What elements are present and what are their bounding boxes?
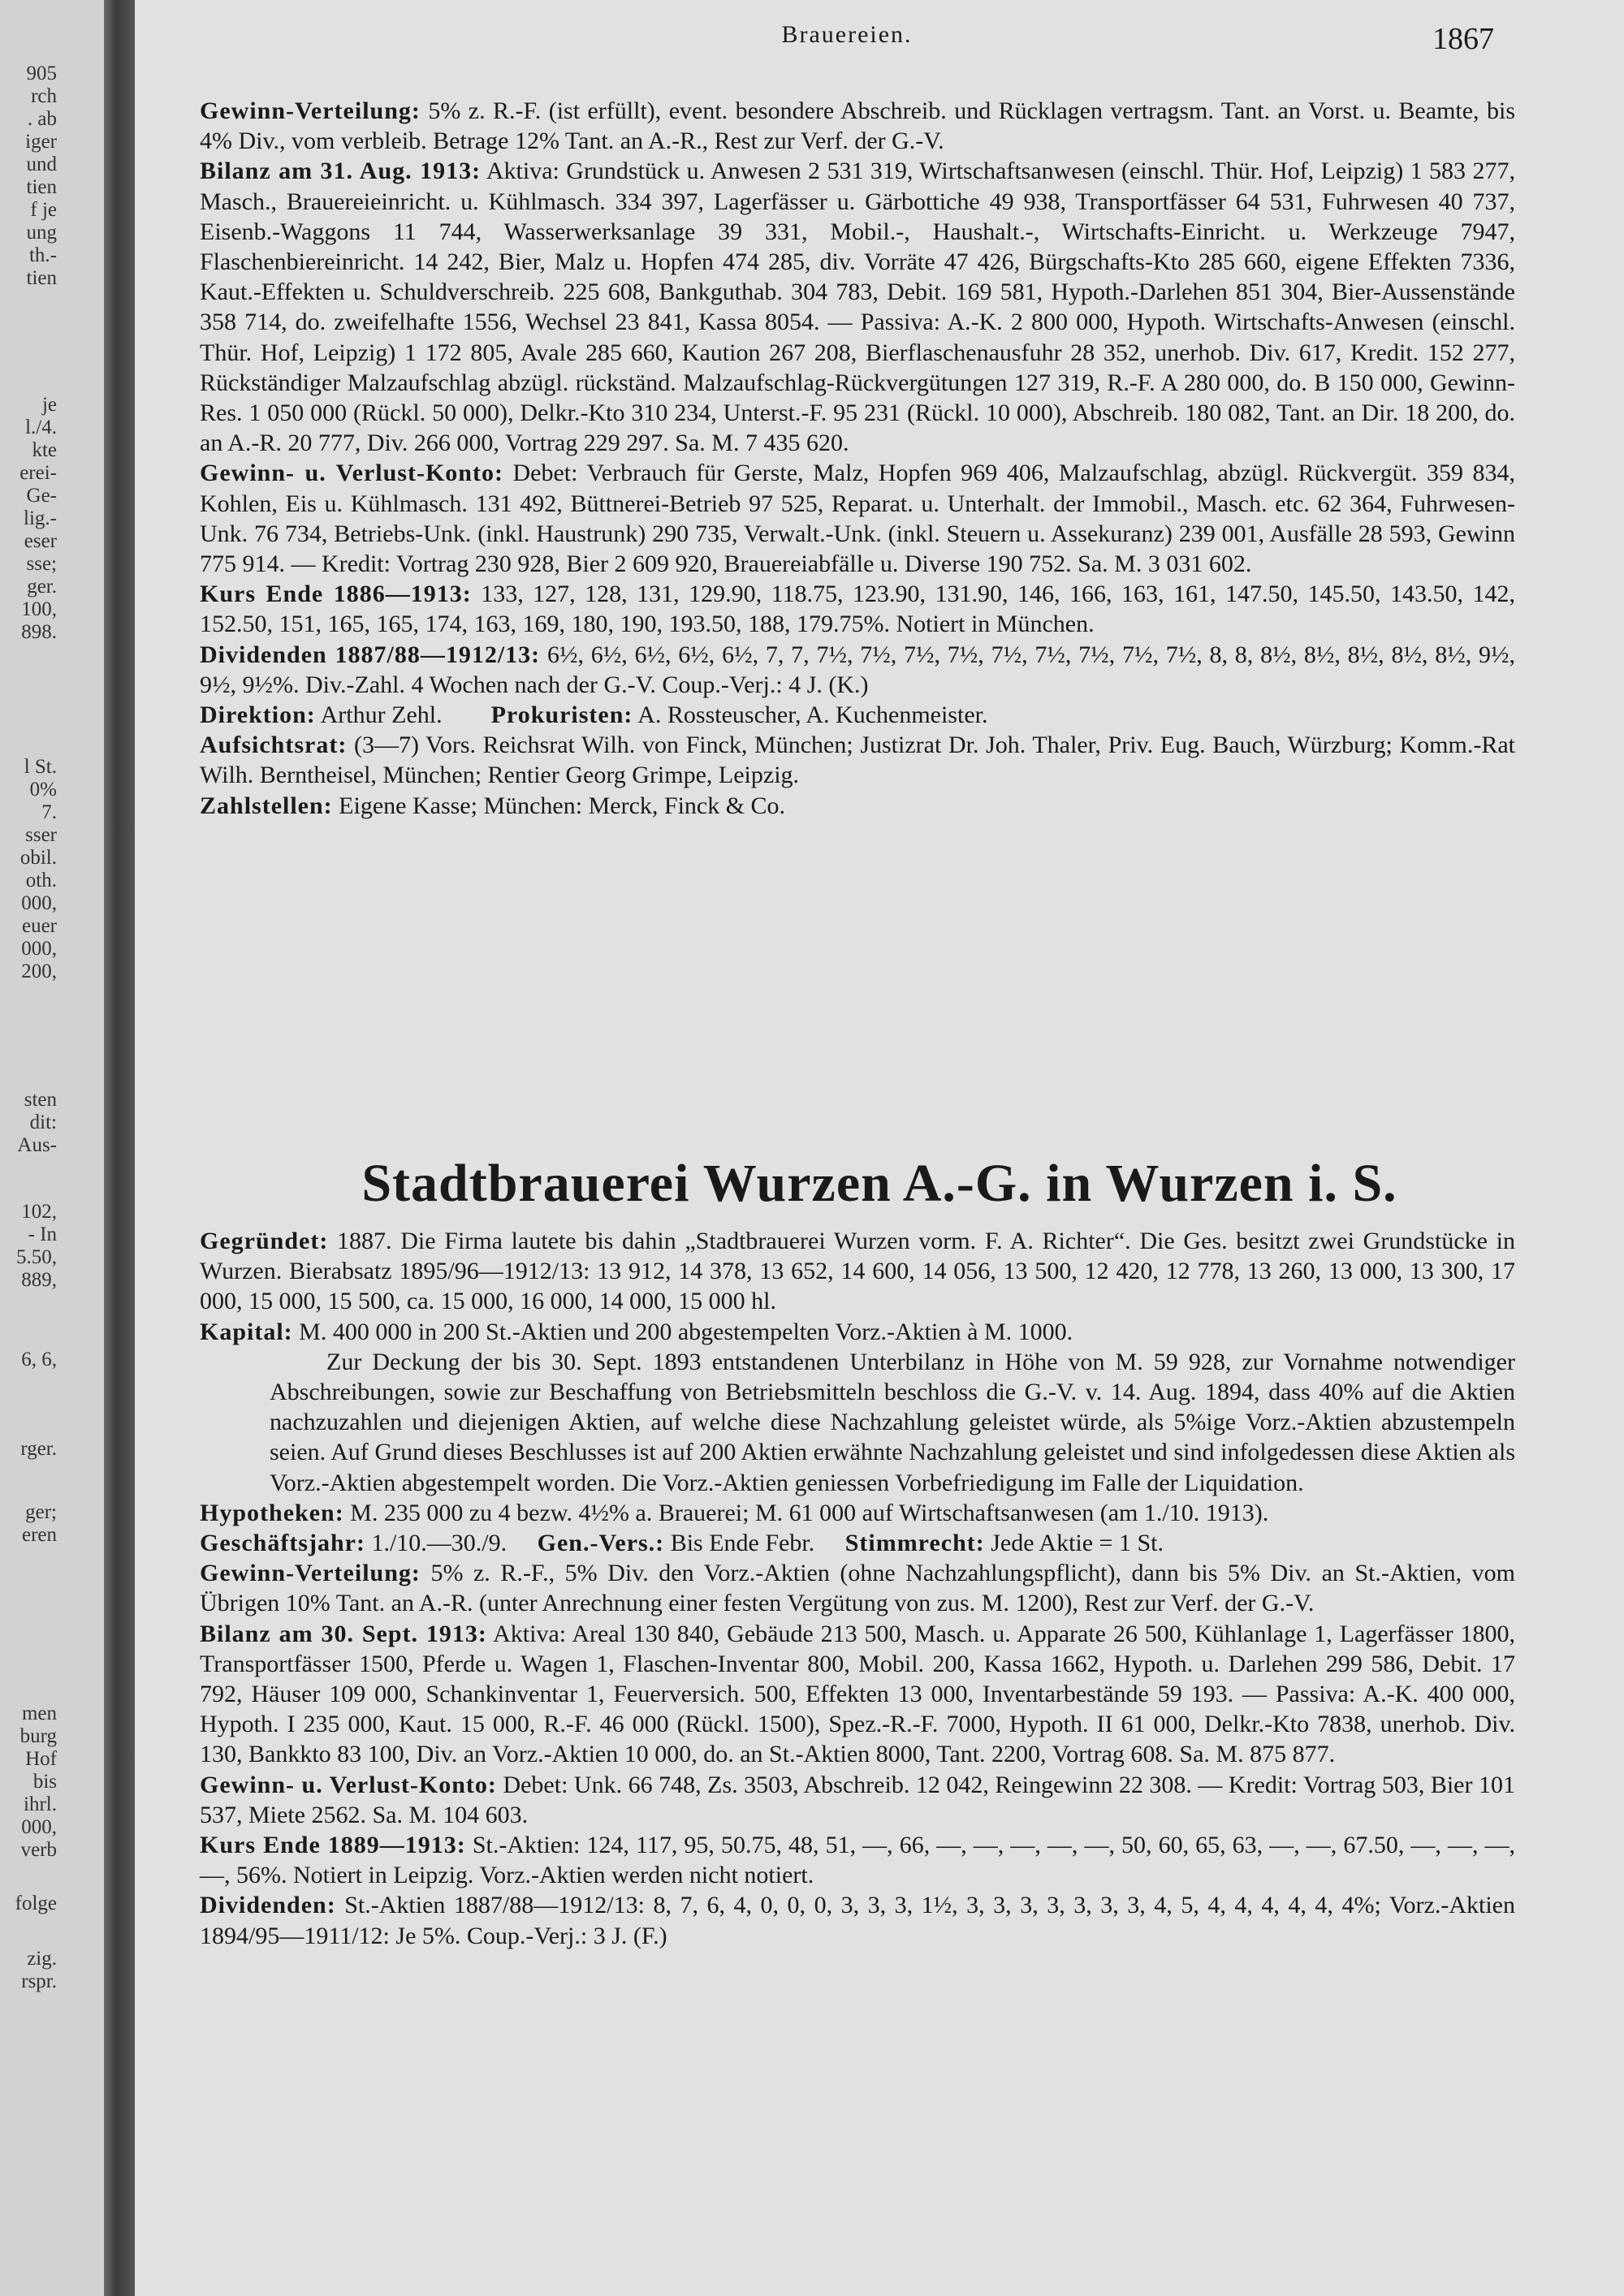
- margin-fragment: eser: [24, 530, 57, 552]
- margin-fragment: Ge-: [26, 485, 57, 507]
- entry-text: 5% z. R.-F., 5% Div. den Vorz.-Aktien (ohne Nachzahlungspflicht), dann bis 5% Div. an St.-Aktien, vom Übrigen 10% Tant. an A.-R. (unter Anrechnung einer festen Vergütung von zus. M. 1200), Rest zur Verf. der G.-V.: [200, 1560, 1515, 1617]
- geschaeftsjahr-entry: [200, 1528, 1515, 1558]
- entry-label: Aufsichtsrat:: [200, 732, 348, 759]
- entry-text: 1./10.—30./9.: [371, 1530, 508, 1557]
- dividenden-entry: [200, 640, 1515, 700]
- margin-fragment: sse;: [26, 553, 57, 575]
- entry-label: Dividenden:: [200, 1892, 336, 1919]
- entry-text: Debet: Verbrauch für Gerste, Malz, Hopfen 969 406, Malzaufschlag, abzügl. Rückvergüt. 359 834, Kohlen, Eis u. Kühlmasch. 131 492, Büttnerei-Betrieb 97 525, Reparat. u. Unterhalt. der Immobil., Masch. etc. 62 364, Fuhrwesen-Unk. 76 734, Betriebs-Unk. (inkl. Haustrunk) 290 735, Verwalt.-Unk. (inkl. Steuern u. Assekuranz) 239 001, Ausfälle 28 593, Gewinn 775 914. — Kredit: Vortrag 230 928, Bier 2 609 920, Brauereiabfälle u. Diverse 190 752. Sa. M. 3 031 602.: [200, 460, 1516, 578]
- margin-fragment: tien: [26, 176, 57, 198]
- margin-fragment: sser: [25, 824, 57, 846]
- margin-fragment: men: [21, 1703, 57, 1724]
- entry-text: M. 400 000 in 200 St.-Aktien und 200 abgestempelten Vorz.-Aktien à M. 1000.: [299, 1318, 1073, 1345]
- entry-label: Kurs Ende 1889—1913:: [200, 1832, 466, 1859]
- margin-fragment: ung: [26, 222, 57, 244]
- running-header: [200, 21, 1494, 62]
- margin-fragment: 102,: [21, 1201, 57, 1223]
- entry-text: 6½, 6½, 6½, 6½, 6½, 7, 7, 7½, 7½, 7½, 7½, 7½, 7½, 7½, 7½, 7½, 8, 8, 8½, 8½, 8½, 8½, 8½, 9½, 9½, 9½%. Div.-Zahl. 4 Wochen nach der G.-V. Coup.-Verj.: 4 J. (K.): [200, 641, 1516, 698]
- entry-label: Prokuristen:: [490, 701, 633, 729]
- margin-fragment: sten: [24, 1089, 57, 1111]
- adjacent-page-margin: [0, 0, 104, 2296]
- margin-fragment: bis: [32, 1771, 57, 1793]
- dividenden-entry: [200, 1890, 1515, 1950]
- margin-fragment: 000,: [21, 892, 57, 914]
- entry-label: Gewinn- u. Verlust-Konto:: [200, 460, 503, 487]
- entry-text: Jede Aktie = 1 St.: [991, 1530, 1164, 1557]
- margin-fragment: ger;: [25, 1501, 57, 1523]
- entry-text: Aktiva: Grundstück u. Anwesen 2 531 319, Wirtschaftsanwesen (einschl. Thür. Hof, Leipzig) 1 583 277, Masch., Brauereieinricht. u. Kühlmasch. 334 397, Lagerfässer u. Gärbottiche 49 938, Transportfässer 64 531, Fuhrwesen 40 737, Eisenb.-Waggons 11 744, Wasserwerksanlage 39 331, Mobil.-, Haushalt.-, Wirtschafts-Einricht. u. Werkzeuge 7947, Flaschenbiereinricht. 14 242, Bier, Malz u. Hopfen 474 285, div. Vorräte 47 426, Bürgschafts-Kto 285 660, eigene Effekten 7336, Kaut.-Effekten u. Schuldverschreib. 225 608, Bankguthab. 304 783, Debit. 169 581, Hypoth.-Darlehen 851 304, Bier-Aussenstände 358 714, do. zweifelhafte 1556, Wechsel 23 841, Kassa 8054. — Passiva: A.-K. 2 800 000, Hypoth. Wirtschafts-Anwesen (einschl. Thür. Hof, Leipzig) 1 172 805, Avale 285 660, Kaution 267 208, Bierflaschenausfuhr 28 352, unerhob. Div. 617, Kredit. 152 277, Rückständiger Malzaufschlag abzügl. rückständ. Malzaufschlag-Rückvergütungen 127 319, R.-F. A 280 000, do. B 150 000, Gewinn-Res. 1 050 000 (Rückl. 50 000), Delkr.-Kto 310 234, Unterst.-F. 95 231 (Rückl. 10 000), Abschreib. 180 082, Tant. an Dir. 18 200, do. an A.-R. 20 777, Div. 266 000, Vortrag 229 297. Sa. M. 7 435 620.: [200, 158, 1515, 457]
- margin-fragment: und: [26, 153, 57, 175]
- margin-fragment: rger.: [20, 1438, 57, 1460]
- margin-fragment: rch: [31, 85, 57, 107]
- margin-fragment: 100,: [21, 598, 57, 620]
- margin-fragment: 905: [26, 63, 57, 84]
- entry-text: Arthur Zehl.: [320, 701, 443, 729]
- margin-fragment: lig.-: [24, 507, 57, 529]
- margin-fragment: oth.: [25, 870, 57, 891]
- entry-text: Debet: Unk. 66 748, Zs. 3503, Abschreib. 12 042, Reingewinn 22 308. — Kredit: Vortrag 503, Bier 101 537, Miete 2562. Sa. M. 104 603.: [200, 1771, 1516, 1828]
- margin-fragment: 7.: [41, 801, 57, 823]
- prev-company-section: [200, 96, 1515, 821]
- aufsichtsrat-entry: [200, 730, 1515, 790]
- margin-fragment: erei-: [19, 462, 57, 484]
- margin-fragment: je: [41, 394, 57, 416]
- margin-fragment: kte: [32, 439, 57, 461]
- margin-fragment: iger: [25, 131, 57, 153]
- entry-label: Gewinn- u. Verlust-Konto:: [200, 1771, 497, 1798]
- entry-label: Hypotheken:: [200, 1499, 344, 1526]
- gewinn-verteilung-entry: [200, 96, 1515, 156]
- entry-label: Dividenden 1887/88—1912/13:: [200, 641, 541, 668]
- margin-fragment: ihrl.: [24, 1793, 57, 1815]
- margin-fragment: f je: [30, 199, 57, 221]
- entry-label: Kurs Ende 1886—1913:: [200, 580, 472, 608]
- margin-fragment: 000,: [21, 1816, 57, 1838]
- company-title: Stadtbrauerei Wurzen A.-G. in Wurzen i. S.: [361, 1154, 1397, 1213]
- entry-text: St.-Aktien 1887/88—1912/13: 8, 7, 6, 4, 0, 0, 0, 3, 3, 3, 1½, 3, 3, 3, 3, 3, 3, 3, 4, 5, 4, 4, 4, 4, 4, 4%; Vorz.-Aktien 1894/95—1911/12: Je 5%. Coup.-Verj.: 3 J. (F.): [200, 1892, 1515, 1949]
- book-gutter: [104, 0, 135, 2296]
- entry-label: Direktion:: [200, 701, 316, 729]
- gewinn-verteilung-entry: [200, 1558, 1515, 1618]
- margin-fragment: dit:: [29, 1111, 57, 1133]
- margin-fragment: folge: [15, 1892, 57, 1914]
- margin-fragment: Hof: [25, 1748, 57, 1770]
- margin-fragment: 6, 6,: [21, 1349, 57, 1370]
- margin-fragment: Aus-: [17, 1134, 57, 1156]
- entry-text: Eigene Kasse; München: Merck, Finck & Co.: [339, 792, 786, 819]
- margin-fragment: 0%: [29, 779, 57, 801]
- entry-text: Aktiva: Areal 130 840, Gebäude 213 500, Masch. u. Apparate 26 500, Kühlanlage 1, Lagerfässer 1800, Transportfässer 1500, Pferde u. Wagen 1, Flaschen-Inventar 800, Mobil. 200, Kassa 1662, Hypoth. u. Darlehen 299 586, Debit. 17 792, Häuser 109 000, Schankinventar 1, Feuerversich. 500, Effekten 13 000, Inventarbestände 59 193. — Passiva: A.-K. 400 000, Hypoth. I 235 000, Kaut. 15 000, R.-F. 46 000 (Rückl. 1500), Spez.-R.-F. 7000, Hypoth. II 61 000, Delkr.-Kto 7838, unerhob. Div. 130, Bankkto 83 100, Div. an Vorz.-Aktien 10 000, do. an St.-Aktien 8000, Tant. 2200, Vortrag 608. Sa. M. 875 877.: [200, 1620, 1515, 1768]
- entry-text: 1887. Die Firma lautete bis dahin „Stadtbrauerei Wurzen vorm. F. A. Richter“. Die Ges. besitzt zwei Grundstücke in Wurzen. Bierabsatz 1895/96—1912/13: 13 912, 14 378, 13 652, 14 600, 14 056, 13 500, 12 420, 12 778, 13 260, 13 000, 13 300, 17 000, 15 000, 15 500, ca. 15 000, 16 000, 14 000, 15 000 hl.: [200, 1228, 1515, 1315]
- entry-text: A. Rossteuscher, A. Kuchenmeister.: [637, 701, 988, 729]
- entry-label: Zahlstellen:: [200, 792, 333, 819]
- margin-fragment: - In: [28, 1224, 57, 1245]
- margin-fragment: 5.50,: [16, 1246, 57, 1268]
- entry-text: St.-Aktien: 124, 117, 95, 50.75, 48, 51, —, 66, —, —, —, —, —, 50, 60, 65, 63, —, —, 67.50, —, —, —, —, 56%. Notiert in Leipzig. Vorz.-Aktien werden nicht notiert.: [200, 1832, 1516, 1889]
- entry-label: Geschäftsjahr:: [200, 1530, 365, 1557]
- margin-fragment: 200,: [21, 960, 57, 982]
- guv-entry: [200, 458, 1515, 579]
- entry-label: Gewinn-Verteilung:: [200, 97, 421, 124]
- bilanz-entry: [200, 1619, 1515, 1770]
- entry-label: Gen.-Vers.:: [537, 1530, 665, 1557]
- margin-fragment: ger.: [27, 576, 57, 598]
- gegruendet-entry: [200, 1226, 1515, 1317]
- margin-fragment: rspr.: [21, 1970, 57, 1992]
- entry-label: Gewinn-Verteilung:: [200, 1560, 421, 1587]
- zahlstellen-entry: [200, 791, 1515, 821]
- entry-label: Stimmrecht:: [844, 1530, 985, 1557]
- entry-text: 133, 127, 128, 131, 129.90, 118.75, 123.90, 131.90, 146, 166, 163, 161, 147.50, 145.50, 143.50, 142, 152.50, 151, 165, 165, 174, 163, 169, 180, 190, 193.50, 188, 179.75%. Notiert in München.: [200, 580, 1515, 638]
- margin-fragment: tien: [26, 267, 57, 289]
- margin-fragment: l./4.: [25, 416, 57, 438]
- entry-label: Kapital:: [200, 1318, 293, 1345]
- entry-text: M. 235 000 zu 4 bezw. 4½% a. Brauerei; M. 61 000 auf Wirtschaftsanwesen (am 1./10. 1913).: [350, 1499, 1269, 1526]
- margin-fragment: eren: [21, 1524, 57, 1546]
- margin-fragment: obil.: [19, 847, 57, 869]
- hypotheken-entry: [200, 1498, 1515, 1528]
- margin-fragment: 000,: [21, 938, 57, 960]
- kapital-entry: [200, 1317, 1515, 1347]
- bilanz-entry: [200, 156, 1515, 458]
- direktion-entry: [200, 700, 1515, 730]
- margin-fragment: 889,: [21, 1269, 57, 1291]
- kurs-entry: [200, 579, 1515, 639]
- page-number: 1867: [1432, 22, 1494, 56]
- entry-label: Gegründet:: [200, 1228, 329, 1254]
- margin-fragment: zig.: [27, 1948, 57, 1970]
- running-title: Brauereien.: [781, 21, 913, 48]
- kurs-entry: [200, 1830, 1515, 1890]
- guv-entry: [200, 1770, 1515, 1830]
- entry-label: Bilanz am 30. Sept. 1913:: [200, 1620, 487, 1647]
- entry-label: Bilanz am 31. Aug. 1913:: [200, 158, 482, 185]
- company-section: [200, 1226, 1515, 1951]
- margin-fragment: 898.: [21, 621, 57, 643]
- entry-text: 5% z. R.-F. (ist erfüllt), event. besondere Abschreib. und Rücklagen vertragsm. Tant. an Vorst. u. Beamte, bis 4% Div., vom verbleib. Betrage 12% Tant. an A.-R., Rest zur Verf. der G.-V.: [200, 97, 1515, 155]
- margin-fragment: verb: [20, 1839, 57, 1861]
- kapital-paragraph: Zur Deckung der bis 30. Sept. 1893 entstandenen Unterbilanz in Höhe von M. 59 928, zur Vornahme notwendiger Abschreibungen, sowie zur Beschaffung von Betriebsmitteln beschloss die G.-V. v. 14. Aug. 1894, dass 40% auf die Aktien nachzuzahlen und diejenigen Aktien, auf welche diese Nachzahlung geleistet würde, als 5%ige Vorz.-Aktien abzustempeln seien. Auf Grund dieses Beschlusses ist auf 200 Aktien erwähnte Nachzahlung geleistet und sind infolgedessen diese Aktien als Vorz.-Aktien abgestempelt worden. Die Vorz.-Aktien geniessen Vorbefriedigung im Falle der Liquidation.: [270, 1348, 1515, 1496]
- document-page: [135, 0, 1624, 2296]
- margin-fragment: . ab: [27, 108, 57, 130]
- margin-fragment: burg: [19, 1725, 57, 1747]
- margin-fragment: th.-: [28, 244, 57, 266]
- entry-text: Bis Ende Febr.: [670, 1530, 815, 1557]
- entry-text: (3—7) Vors. Reichsrat Wilh. von Finck, München; Justizrat Dr. Joh. Thaler, Priv. Eug. Bauch, Würzburg; Komm.-Rat Wilh. Berntheisel, München; Rentier Georg Grimpe, Leipzig.: [200, 732, 1515, 789]
- margin-fragment: l St.: [24, 756, 57, 778]
- margin-fragment: euer: [21, 915, 57, 937]
